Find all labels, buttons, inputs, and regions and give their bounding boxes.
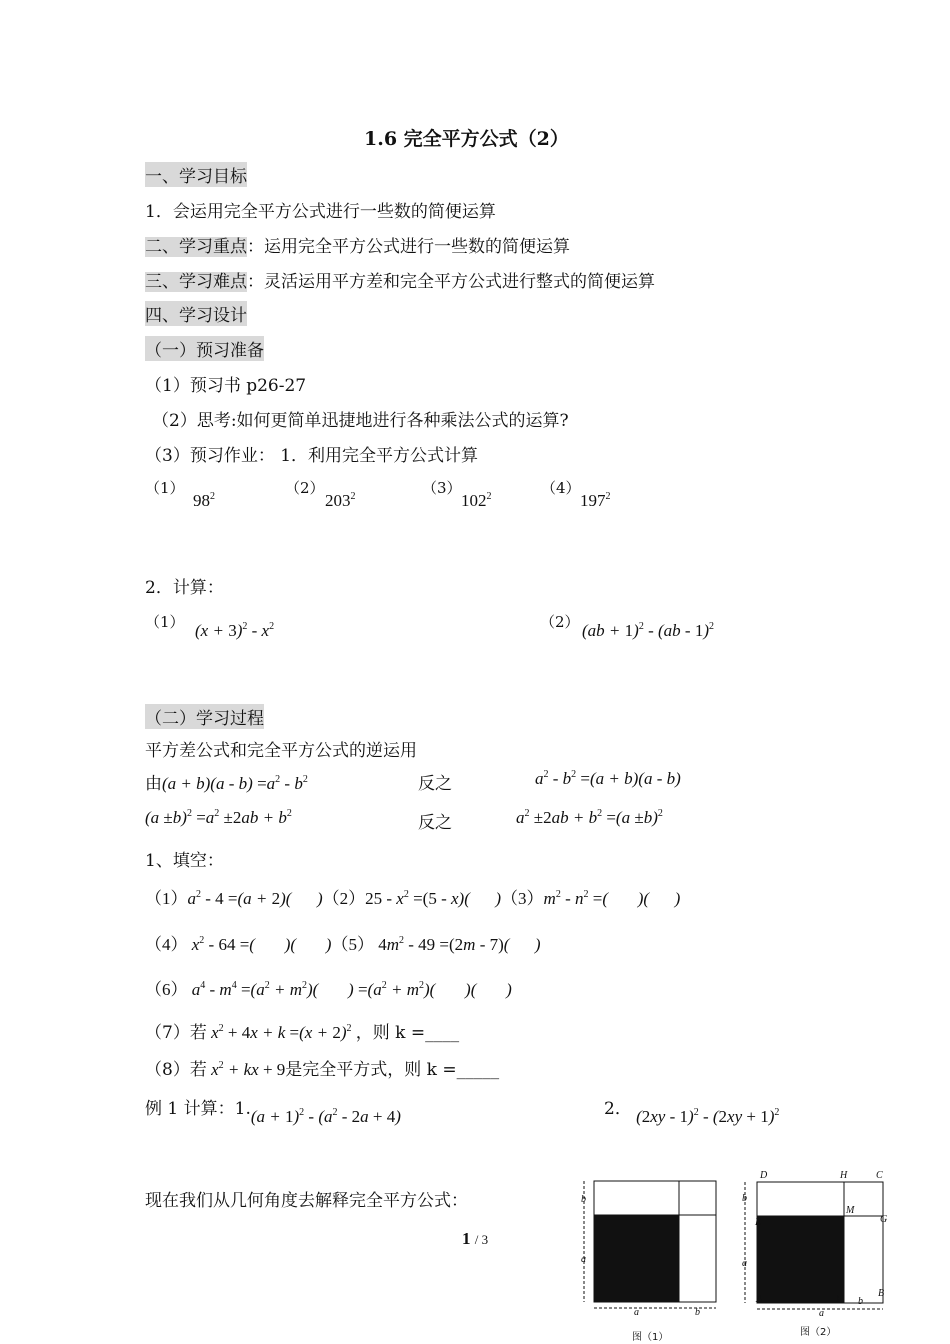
svg-text:E: E (755, 1217, 762, 1228)
hw-num-4: （4） (541, 479, 581, 497)
svg-text:B: B (878, 1288, 885, 1299)
formula-row-1-inverse: $a^2 - b^2 =(a + b)(a - b)$ (535, 769, 681, 788)
fill-q4-5: （4） $x^2 - 64$ =( )( )（5） $4m^2 - 49 =(2m - 7)$( ) (145, 935, 541, 954)
figure-1 (570, 1172, 730, 1344)
svg-text:D: D (760, 1170, 768, 1181)
key-points-label: 二、学习重点 (145, 237, 247, 257)
calc-num-2: （2） (540, 613, 580, 631)
svg-text:A: A (756, 1294, 763, 1305)
fill-q7: （7）若 $x^2 + 4x + k =(x + 2)^2$ ，则 k =____ (145, 1023, 460, 1043)
section-objectives: 一、学习目标 (145, 162, 247, 187)
hw-expr-1: $98^2$ (193, 491, 215, 510)
prep-item-3: （3）预习作业： 1．利用完全平方公式计算 (145, 446, 479, 466)
hw-num-1: （1） (145, 479, 185, 497)
calc-heading: 2．计算： (145, 578, 224, 598)
calc-expr-2: (ab + 1)$^2$ - (ab - 1)$^2$ (582, 621, 714, 640)
figure-2 (730, 1165, 900, 1344)
page-title: 1.6 完全平方公式（2） (364, 128, 569, 150)
fill-heading: 1、填空： (145, 851, 224, 871)
svg-text:b: b (742, 1193, 747, 1204)
hw-expr-2: $203^2$ (325, 491, 356, 510)
formula-row-2-inverse: $a^2 \pm 2ab + b^2 =(a \pm b)^2$ (516, 808, 663, 827)
svg-text:H: H (840, 1170, 848, 1181)
section-design: 四、学习设计 (145, 301, 247, 326)
objective-1: 1．会运用完全平方公式进行一些数的简便运算 (145, 202, 496, 222)
fill-q1-3: $(1)a^2 - 4 =(a + 2)$( )$(2)25 - x^2 =(5 - x)$( )$(3)m^2 - n^2$ =( )( ) (145, 889, 681, 908)
svg-text:M: M (846, 1205, 855, 1216)
svg-text:a: a (742, 1258, 747, 1269)
geometry-intro: 现在我们从几何角度去解释完全平方公式： (145, 1191, 468, 1211)
fanzhi-2: 反之 (418, 813, 452, 833)
figure-1-caption: 图（1） (632, 1332, 669, 1343)
inverse-heading: 平方差公式和完全平方公式的逆运用 (145, 741, 417, 761)
example-1: 例 1 计算：$1.(a + 1)^2 - (a^2 - 2a + 4)$ (145, 1099, 401, 1126)
preparation-heading: （一）预习准备 (145, 336, 264, 361)
fanzhi-1: 反之 (418, 774, 452, 794)
section-difficulties (145, 267, 655, 292)
formula-row-2: $(a \pm b)^2 =a^2 \pm 2ab + b^2$ (145, 808, 292, 827)
calc-num-1: （1） (145, 613, 185, 631)
svg-text:b: b (695, 1307, 700, 1318)
difficulties-label: 三、学习难点 (145, 272, 247, 292)
difficulties-text: ：灵活运用平方差和完全平方公式进行整式的简便运算 (247, 272, 655, 292)
formula-row-1: 由$(a + b)(a - b) =a^2 - b^2$ (145, 774, 308, 794)
section-key-points (145, 232, 570, 257)
svg-text:F: F (836, 1294, 843, 1305)
hw-expr-4: $197^2$ (580, 491, 611, 510)
hw-expr-3: $102^2$ (461, 491, 492, 510)
svg-text:b: b (858, 1296, 863, 1307)
prep-item-1: （1）预习书 p26-27 (145, 376, 307, 396)
calc-expr-1: $(x + 3)^2 - x^2$ (195, 621, 275, 640)
fill-q6: （6） $a^4 - m^4 =(a^2 + m^2)$( ) $=(a^2 + m^2)$( )( ) (145, 980, 512, 999)
figure-2-caption: 图（2） (800, 1327, 837, 1338)
hw-num-3: （3） (422, 479, 462, 497)
page-number: 1 / 3 (462, 1229, 489, 1248)
svg-text:a: a (581, 1254, 586, 1265)
svg-text:a: a (819, 1308, 824, 1319)
key-points-text: ：运用完全平方公式进行一些数的简便运算 (247, 237, 570, 257)
example-2: 2． $(2xy - 1)^2 - (2xy + 1)^2$ (604, 1099, 780, 1126)
svg-text:C: C (876, 1170, 883, 1181)
process-heading: （二）学习过程 (145, 704, 264, 729)
svg-text:G: G (880, 1214, 888, 1225)
svg-text:b: b (581, 1194, 586, 1205)
hw-num-2: （2） (285, 479, 325, 497)
svg-text:a: a (634, 1307, 639, 1318)
fill-q8: （8）若 $x^2$ + kx + 9是完全平方式，则 k =_____ (145, 1060, 500, 1080)
prep-item-2: （2）思考:如何更简单迅捷地进行各种乘法公式的运算? (152, 411, 569, 431)
